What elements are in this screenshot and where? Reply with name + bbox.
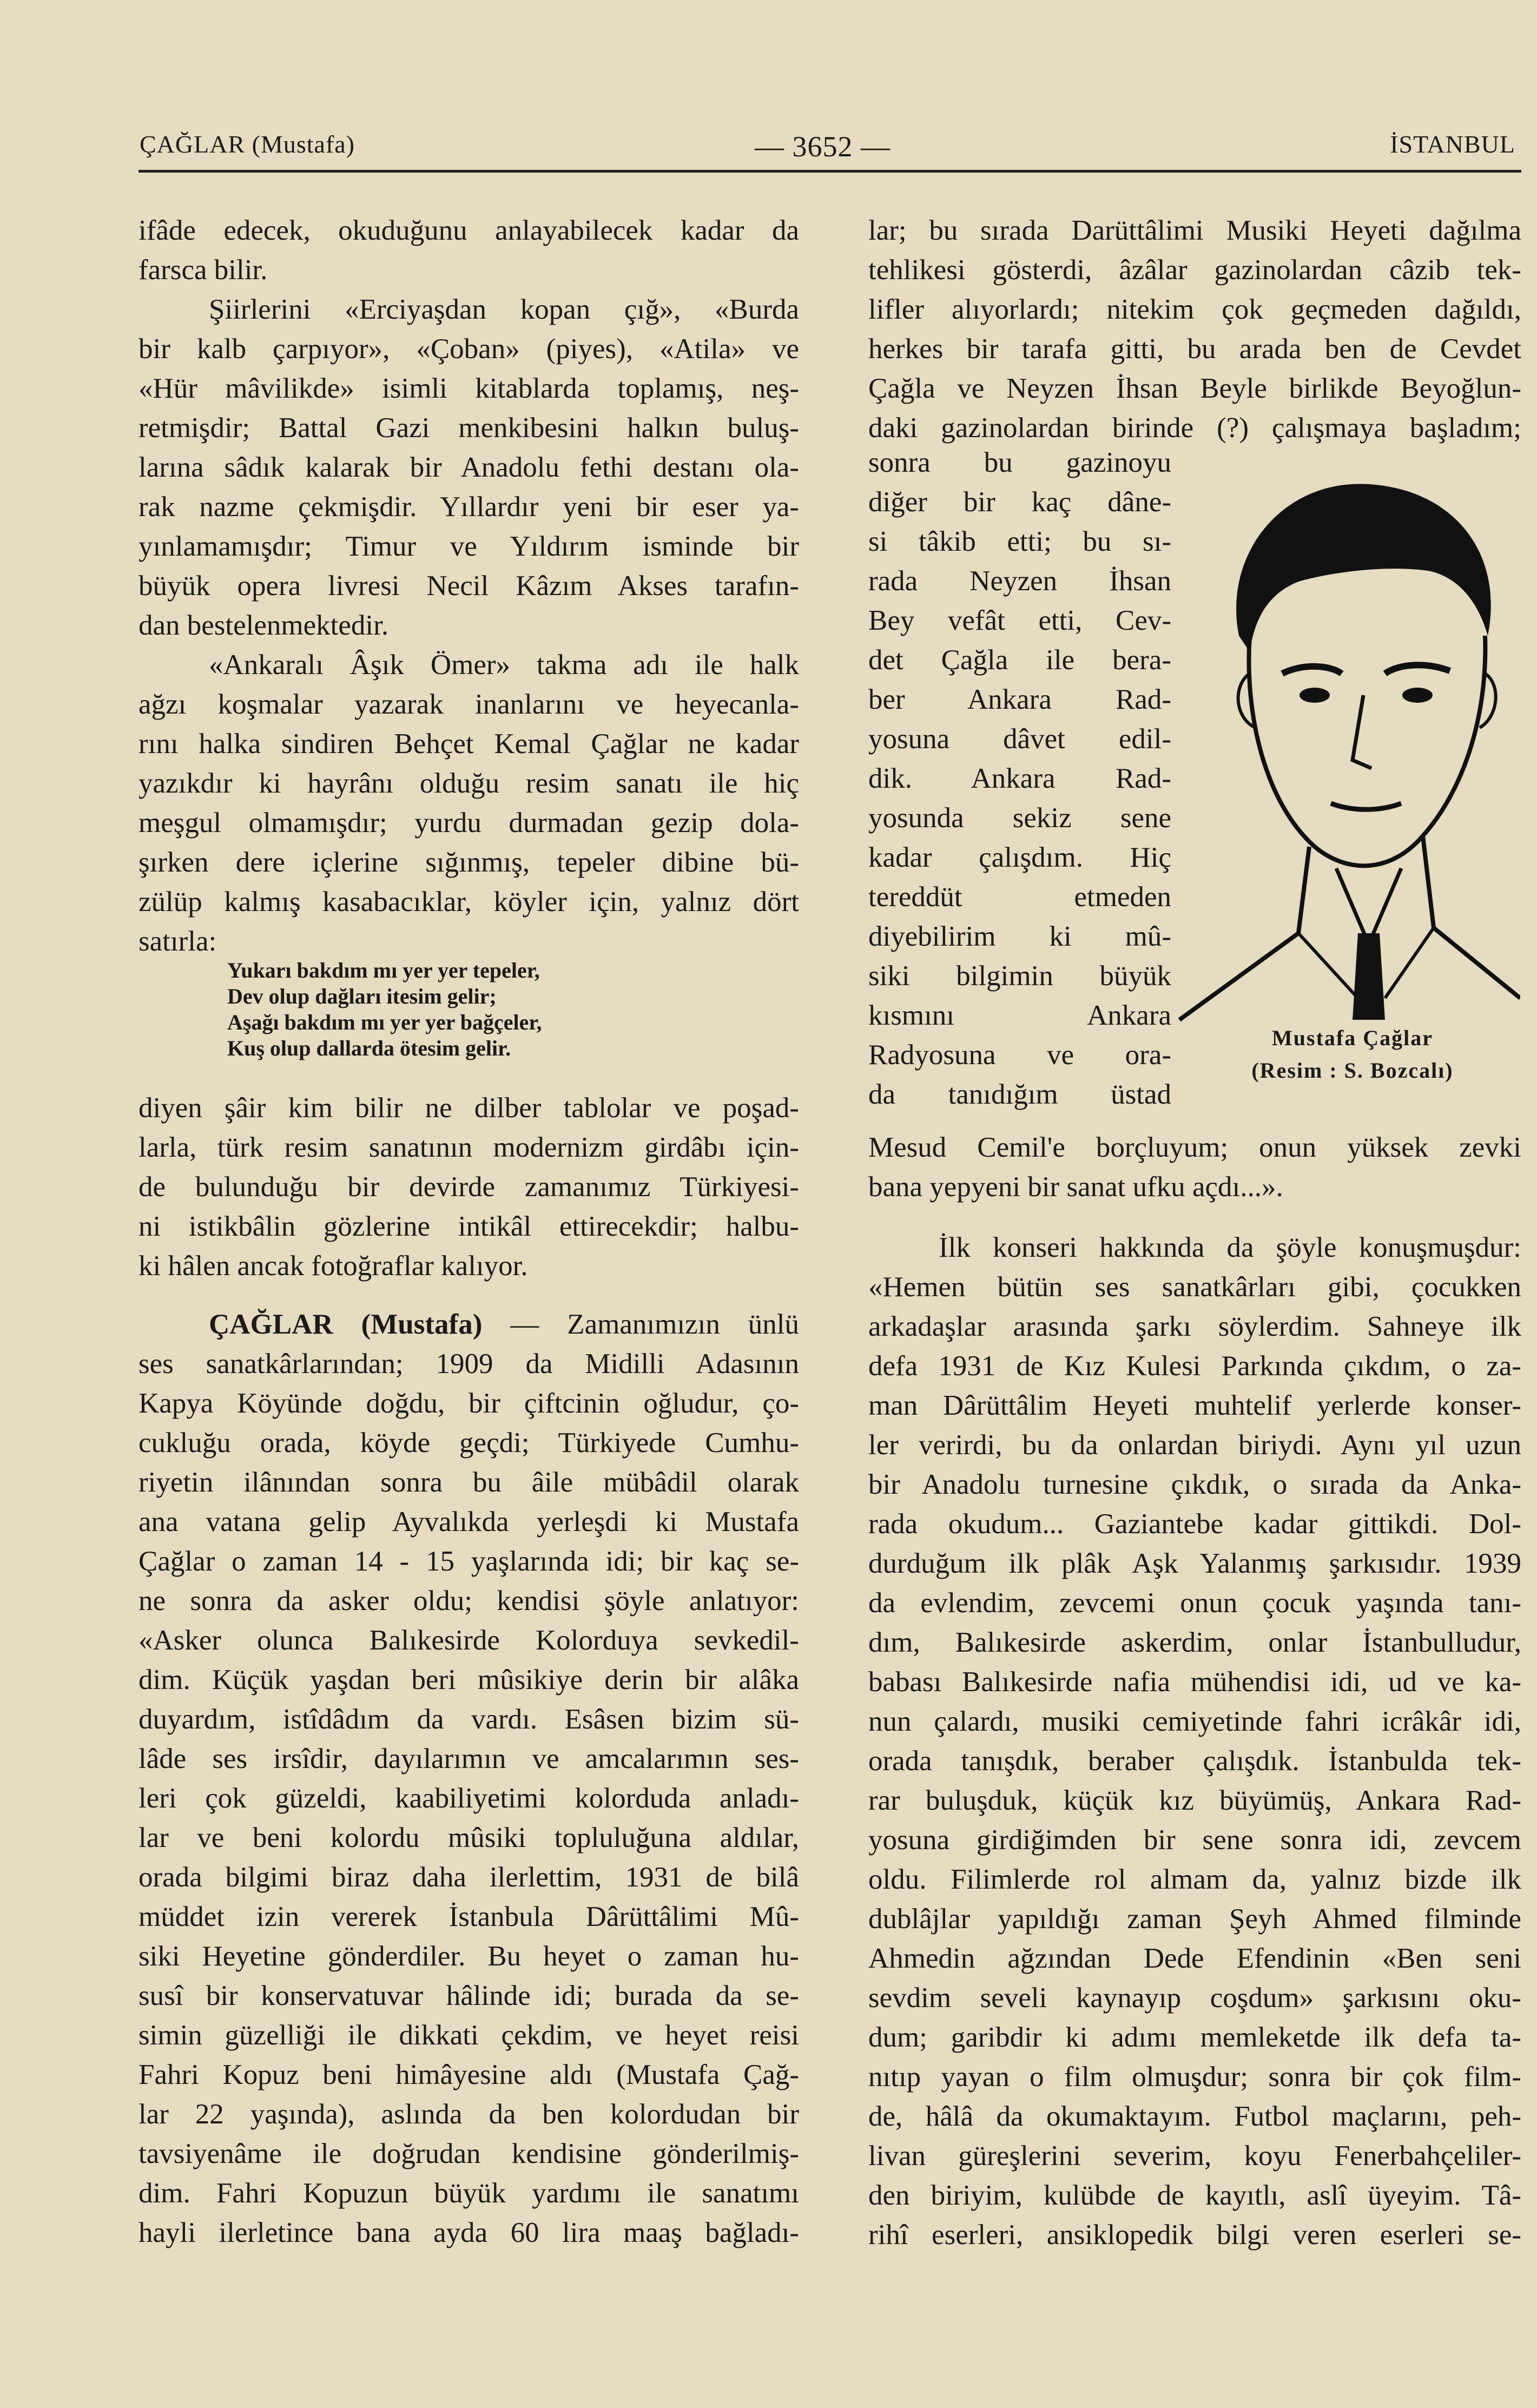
- text-line: ni istikbâlin gözlerine intikâl ettirecekdir; halbu-: [138, 1211, 799, 1242]
- poem-line: Kuş olup dallarda ötesim gelir.: [227, 1036, 511, 1060]
- entry-body: [138, 1344, 799, 2253]
- text-line: duyardım, istîdâdım da vardı. Esâsen bizim sü-: [138, 1704, 799, 1735]
- text-line: Bey vefât etti, Cev-: [868, 605, 1171, 636]
- portrait-caption: Mustafa Çağlar: [1272, 1026, 1433, 1050]
- text-line: kısmını Ankara: [868, 1000, 1171, 1031]
- text-line: «Hemen bütün ses sanatkârları gibi, çocukken: [868, 1271, 1521, 1303]
- text-line: Şiirlerini «Erciyaşdan kopan çığ», «Burda: [209, 294, 799, 325]
- text-line: İlk konseri hakkında da şöyle konuşmuşdur:: [939, 1232, 1521, 1263]
- text-line: cukluğu orada, köyde geçdi; Türkiyede Cumhu-: [138, 1427, 799, 1459]
- biography-entry: [138, 1305, 799, 2253]
- text-line: lar ve beni kolordu mûsiki topluluğuna aldılar,: [138, 1822, 799, 1853]
- entry-first-line: [138, 1305, 799, 1344]
- text-line: larla, türk resim sanatının modernizm girdâbı için-: [138, 1132, 799, 1163]
- poem-line: Dev olup dağları itesim gelir;: [227, 984, 497, 1008]
- text-line: şırken dere içlerine sığınmış, tepeler dibine bü-: [138, 847, 799, 878]
- text-line: Çağlar o zaman 14 - 15 yaşlarında idi; bir kaç se-: [138, 1546, 799, 1577]
- text-line: ber Ankara Rad-: [868, 684, 1171, 715]
- paragraph-wrapped: [868, 443, 1171, 1114]
- paragraph: [868, 211, 1521, 448]
- text-line: lar 22 yaşında), aslında da ben kolordudan bir: [138, 2099, 799, 2130]
- paragraph: [138, 1088, 799, 1286]
- text-line: diyebilirim ki mû-: [868, 921, 1171, 952]
- text-line: ne sonra da asker oldu; kendisi şöyle anlatıyor:: [138, 1585, 799, 1617]
- text-line: zülüp kalmış kasabacıklar, köyler için, yalnız dört: [138, 886, 799, 918]
- text-line: rada okudum... Gaziantebe kadar gittikdi. Dol-: [868, 1508, 1521, 1540]
- text-line: si tâkib etti; bu sı-: [868, 526, 1171, 557]
- text-line: dım, Balıkesirde askerdim, onlar İstanbulludur,: [868, 1627, 1521, 1658]
- text-line: «Ankaralı Âşık Ömer» takma adı ile halk: [209, 649, 799, 681]
- paragraph: [868, 1228, 1521, 2255]
- text-line: Ahmedin ağzından Dede Efendinin «Ben seni: [868, 1943, 1521, 1974]
- text-line: «Asker olunca Balıkesirde Kolorduya sevkedil-: [138, 1625, 799, 1656]
- text-line: diğer bir kaç dâne-: [868, 486, 1171, 518]
- paragraph: [138, 290, 799, 645]
- text-line: rını halka sindiren Behçet Kemal Çağlar ne kadar: [138, 728, 799, 760]
- text-line: da evlendim, zevcemi onun çocuk yaşında tanı-: [868, 1587, 1521, 1619]
- text-line: hayli ilerletince bana ayda 60 lira maaş bağladı-: [138, 2217, 799, 2248]
- paragraph: [868, 1128, 1521, 1207]
- text-line: dan bestelenmektedir.: [138, 610, 389, 641]
- text-line: ifâde edecek, okuduğunu anlayabilecek kadar da: [138, 215, 799, 246]
- portrait-sketch: [1174, 457, 1520, 1025]
- text-line: rak nazme çekmişdir. Yıllardır yeni bir eser ya-: [138, 491, 799, 523]
- text-line: rada Neyzen İhsan: [868, 565, 1171, 597]
- text-line: simin güzelliği ile dikkati çekdim, ve heyet reisi: [138, 2020, 799, 2051]
- text-line: susî bir konservatuvar hâlinde idi; burada da se-: [138, 1980, 799, 2011]
- text-line: meşgul olmamışdır; yurdu durmadan gezip dola-: [138, 807, 799, 839]
- text-line: farsca bilir.: [138, 254, 268, 286]
- text-line: orada tanışdık, beraber çalışdık. İstanbulda tek-: [868, 1745, 1521, 1777]
- text-line: siki Heyetine gönderdiler. Bu heyet o zaman hu-: [138, 1941, 799, 1972]
- text-line: det Çağla ile bera-: [868, 644, 1171, 676]
- text-line: larına sâdık kalarak bir Anadolu fethi destanı ola-: [138, 452, 799, 483]
- portrait-credit: (Resim : S. Bozcalı): [1251, 1058, 1454, 1083]
- text-line: livan güreşlerini severim, koyu Fenerbahçeliler-: [868, 2140, 1521, 2172]
- text-line: «Hür mâvilikde» isimli kitablarda toplamış, neş-: [138, 373, 799, 404]
- text-line: defa 1931 de Kız Kulesi Parkında çıkdım, o za-: [868, 1350, 1521, 1382]
- text-line: yazıkdır ki hayrânı olduğu resim sanatı ile hiç: [138, 768, 799, 799]
- poem-line: Aşağı bakdım mı yer yer bağçeler,: [227, 1010, 542, 1034]
- text-line: durduğum ilk plâk Aşk Yalanmış şarkısıdır. 1939: [868, 1548, 1521, 1579]
- text-line: siki bilgimin büyük: [868, 960, 1171, 992]
- text-line: tavsiyenâme ile doğrudan kendisine gönderilmiş-: [138, 2138, 799, 2169]
- text-line: dik. Ankara Rad-: [868, 763, 1171, 794]
- text-line: daki gazinolardan birinde (?) çalışmaya başladım;: [868, 412, 1521, 444]
- text-line: da tanıdığım üstad: [868, 1079, 1171, 1110]
- poem: [227, 958, 714, 1061]
- text-line: Mesud Cemil'e borçluyum; onun yüksek zevki: [868, 1132, 1521, 1163]
- page-number: — 3652 —: [755, 130, 890, 163]
- running-head-entry: ÇAĞLAR (Mustafa): [140, 130, 355, 158]
- text-line: de, hâlâ da okumaktayım. Futbol maçlarını, peh-: [868, 2101, 1521, 2132]
- text-line: Fahri Kopuz beni himâyesine aldı (Mustafa Çağ-: [138, 2059, 799, 2090]
- text-line: yosunda sekiz sene: [868, 802, 1171, 834]
- text-line: oldu. Filimlerde rol almam da, yalnız bizde ilk: [868, 1864, 1521, 1895]
- text-line: ler verirdi, bu da onlardan biriydi. Aynı yıl uzun: [868, 1429, 1521, 1461]
- text-line: babası Balıkesirde nafia mühendisi idi, ud ve ka-: [868, 1666, 1521, 1698]
- text-line: sevdim seveli kaynayıp coşdum» şarkısını oku-: [868, 1982, 1521, 2014]
- text-line: den biriyim, kulübde de kayıtlı, aslî üyeyim. Tâ-: [868, 2180, 1521, 2211]
- poem-line: Yukarı bakdım mı yer yer tepeler,: [227, 958, 540, 982]
- text-line: Çağla ve Neyzen İhsan Beyle birlikde Beyoğlun-: [868, 373, 1521, 404]
- text-line: yınlamamışdır; Timur ve Yıldırım isminde bir: [138, 531, 799, 562]
- text-line: herkes bir tarafa gitti, bu arada ben de Cevdet: [868, 333, 1521, 365]
- text-line: diyen şâir kim bilir ne dilber tablolar ve poşad-: [138, 1092, 799, 1124]
- header-rule: [138, 170, 1521, 173]
- text-line: riyetin ilânından sonra bu âile mübâdil olarak: [138, 1467, 799, 1498]
- text-line: nun çalardı, musiki cemiyetinde fahri icrâkâr idi,: [868, 1706, 1521, 1737]
- text-line: yosuna girdiğimden bir sene sonra idi, zevcem: [868, 1824, 1521, 1856]
- text-line: dim. Fahri Kopuzun büyük yardımı ile sanatımı: [138, 2178, 799, 2209]
- text-line: sonra bu gazinoyu: [868, 447, 1171, 478]
- text-line: lâde ses irsîdir, dayılarımın ve amcalarımın ses-: [138, 1743, 799, 1774]
- text-line: bana yepyeni bir sanat ufku açdı...».: [868, 1171, 1283, 1203]
- text-line: ana vatana gelip Ayvalıkda yerleşdi ki Mustafa: [138, 1506, 799, 1538]
- running-head-section: İSTANBUL: [1390, 130, 1515, 158]
- text-line: bir Anadolu turnesine çıkdık, o sırada da Anka-: [868, 1469, 1521, 1500]
- text-line: bir kalb çarpıyor», «Çoban» (piyes), «Atila» ve: [138, 333, 799, 365]
- text-line: Radyosuna ve ora-: [868, 1039, 1171, 1071]
- text-line: ki hâlen ancak fotoğraflar kalıyor.: [138, 1250, 528, 1282]
- text-line: kadar çalışdım. Hiç: [868, 842, 1171, 873]
- text-line: arkadaşlar arasında şarkı söylerdim. Sahneye ilk: [868, 1311, 1521, 1342]
- entry-text: — Zamanımızın ünlü: [482, 1309, 800, 1340]
- text-line: Kapya Köyünde doğdu, bir çiftcinin oğludur, ço-: [138, 1388, 799, 1419]
- entry-name: ÇAĞLAR (Mustafa): [209, 1309, 483, 1340]
- text-line: ses sanatkârlarından; 1909 da Midilli Adasının: [138, 1348, 799, 1380]
- text-line: nıtıp yayan o film olmuşdur; sonra bir çok film-: [868, 2061, 1521, 2093]
- text-line: tehlikesi gösterdi, âzâlar gazinolardan câzib tek-: [868, 254, 1521, 286]
- text-line: orada bilgimi biraz daha ilerlettim, 1931 de bilâ: [138, 1862, 799, 1893]
- text-line: rar buluşduk, küçük kız büyümüş, Ankara Rad-: [868, 1785, 1521, 1816]
- text-line: rihî eserleri, ansiklopedik bilgi veren eserleri se-: [868, 2219, 1521, 2251]
- text-line: dum; garibdir ki adımı memleketde ilk defa ta-: [868, 2022, 1521, 2053]
- text-line: lar; bu sırada Darüttâlimi Musiki Heyeti dağılma: [868, 215, 1521, 246]
- text-line: retmişdir; Battal Gazi menkibesini halkın buluş-: [138, 412, 799, 444]
- text-line: man Dârüttâlim Heyeti muhtelif yerlerde konser-: [868, 1390, 1521, 1421]
- paragraph: [138, 211, 799, 290]
- text-line: ağzı koşmalar yazarak inanlarını ve heyecanla-: [138, 689, 799, 720]
- text-line: tereddüt etmeden: [868, 881, 1171, 913]
- text-line: satırla:: [138, 926, 217, 957]
- text-line: müddet izin vererek İstanbula Dârüttâlimi Mû-: [138, 1901, 799, 1932]
- text-line: dim. Küçük yaşdan beri mûsikiye derin bir alâka: [138, 1664, 799, 1696]
- paragraph: [138, 645, 799, 961]
- text-line: dublâjlar yapıldığı zaman Şeyh Ahmed filminde: [868, 1903, 1521, 1935]
- text-line: lifler alıyorlardı; nitekim çok geçmeden dağıldı,: [868, 294, 1521, 325]
- text-line: de bulunduğu bir devirde zamanımız Türkiyesi-: [138, 1171, 799, 1203]
- text-line: leri çok güzeldi, kaabiliyetimi kolorduda anladı-: [138, 1783, 799, 1814]
- text-line: büyük opera livresi Necil Kâzım Akses tarafın-: [138, 570, 799, 602]
- text-line: yosuna dâvet edil-: [868, 723, 1171, 755]
